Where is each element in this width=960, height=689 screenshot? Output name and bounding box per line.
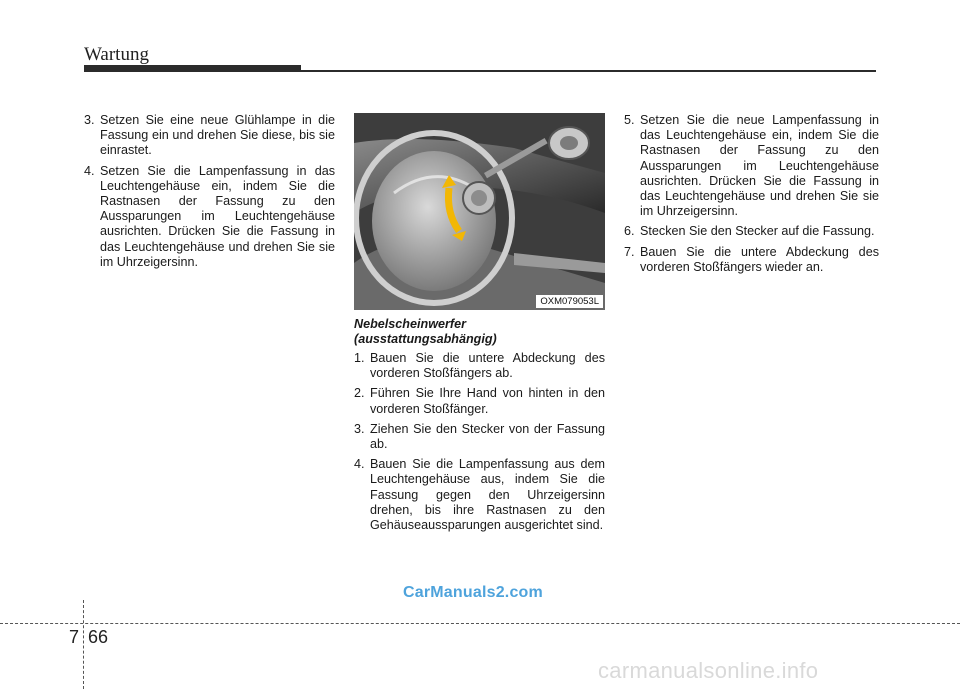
step-text: Setzen Sie die Lampenfassung in das Leuchtengehäuse ein, indem Sie die Rastnasen der Fassung zu den Aussparungen im Leuchtengehäuse ausrichten. Drücken Sie die Fassung in das Leuchtengehäuse und drehen Sie sie im Uhrzeigersinn. <box>100 163 335 269</box>
figure-code-label: OXM079053L <box>536 295 603 308</box>
step-7 <box>624 245 879 275</box>
step-2 <box>354 386 605 416</box>
step-3 <box>354 422 605 452</box>
step-number: 2. <box>354 386 365 401</box>
page-number: 66 <box>88 627 109 647</box>
chapter-number: 7 <box>69 627 80 647</box>
step-number: 3. <box>84 113 95 127</box>
step-4 <box>84 164 335 270</box>
step-number: 4. <box>84 163 95 178</box>
header-rule-thin <box>301 70 876 72</box>
step-text: Stecken Sie den Stecker auf die Fassung. <box>640 224 875 239</box>
section-heading-fog-lamp <box>354 317 605 347</box>
step-text: Setzen Sie eine neue Glühlampe in die Fassung ein und drehen Sie diese, bis sie einrastet. <box>100 113 335 158</box>
step-1 <box>354 351 605 381</box>
step-number: 5. <box>624 113 635 127</box>
step-text: Setzen Sie die neue Lampenfassung in das Leuchtengehäuse ein, indem Sie die Rastnasen der Fassung zu den Aussparungen im Leuchtengehäuse ausrichten. Drücken Sie die Fassung in das Leuchtengehäuse und drehen Sie sie im Uhrzeigersinn. <box>640 113 879 219</box>
step-text: Ziehen Sie den Stecker von der Fassung ab. <box>370 421 605 452</box>
column-3 <box>624 113 879 280</box>
footer-dashed-rule <box>0 623 960 624</box>
column-1 <box>84 113 335 275</box>
column-2 <box>354 317 605 538</box>
step-text: Bauen Sie die Lampenfassung aus dem Leuchtengehäuse aus, indem Sie die Fassung gegen den Uhrzeigersinn drehen, bis ihre Rastnasen zu den Gehäuseaussparungen ausgerichtet sind. <box>370 457 605 533</box>
step-number: 6. <box>624 224 635 239</box>
section-heading-line1: Nebelscheinwerfer <box>354 317 466 331</box>
step-number: 7. <box>624 244 635 259</box>
headlamp-illustration <box>354 113 605 310</box>
step-text: Bauen Sie die untere Abdeckung des vorderen Stoßfängers ab. <box>370 351 605 381</box>
carmanuals-watermark-link[interactable]: CarManuals2.com <box>403 584 543 601</box>
step-text: Führen Sie Ihre Hand von hinten in den vorderen Stoßfänger. <box>370 386 605 416</box>
step-number: 1. <box>354 351 365 365</box>
step-6 <box>624 224 879 239</box>
header-rule-thick <box>84 65 301 72</box>
carmanualsonline-watermark: carmanualsonline.info <box>598 658 819 683</box>
section-heading-line2: (ausstattungsabhängig) <box>354 332 497 346</box>
step-3 <box>84 113 335 159</box>
step-text: Bauen Sie die untere Abdeckung des vorderen Stoßfängers wieder an. <box>640 244 879 274</box>
headlamp-bulb-figure <box>354 113 605 310</box>
step-number: 3. <box>354 421 365 436</box>
footer-dashed-divider <box>83 600 84 689</box>
step-4 <box>354 457 605 533</box>
step-number: 4. <box>354 457 365 472</box>
step-5 <box>624 113 879 219</box>
page-header-title: Wartung <box>84 44 149 65</box>
